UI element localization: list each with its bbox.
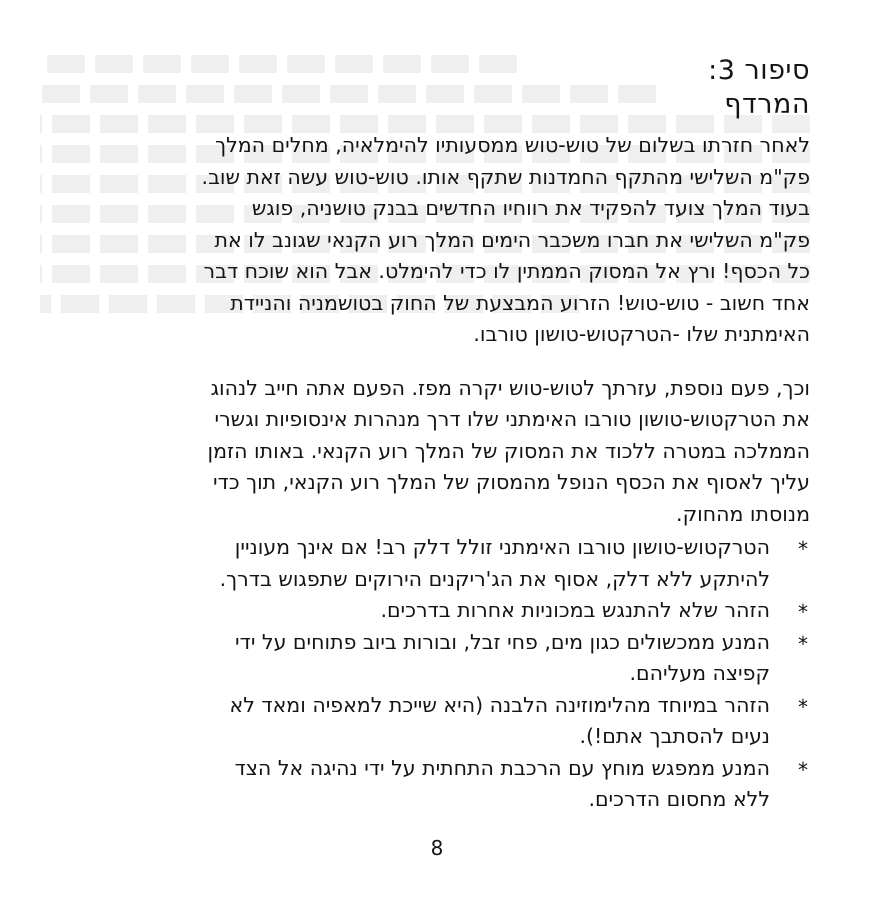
list-item-line: להיתקע ללא דלק, אסוף את הג'ריקנים הירוקים שתפגוש בדרך. [219, 566, 770, 591]
paragraph-line: עליך לאסוף את הכסף הנופל מהמסוק של המלך רוע הקנאי, תוך כדי [212, 470, 810, 494]
asterisk-bullet-icon: * [798, 757, 808, 782]
list-item [50, 595, 810, 627]
list-item-line: המנע ממכשולים כגון מים, פחי זבל, ובורות ביוב פתוחים על ידי [235, 629, 770, 654]
asterisk-bullet-icon: * [798, 631, 808, 656]
list-item-line: קפיצה מעליהם. [629, 661, 770, 685]
list-item-line: נעים להסתבך אתם!). [579, 724, 770, 748]
paragraph-line: מנוסתו מהחוק. [676, 501, 810, 526]
list-item-line: המנע ממפגש מוחץ עם הרכבת התחתית על ידי נהיגה אל הצד [234, 755, 770, 780]
intro-paragraph [50, 130, 810, 351]
list-item [50, 690, 810, 753]
paragraph-line: בעוד המלך צועד להפקיד את רווחיו החדשים בבנק טושניה, פוגש [251, 196, 810, 220]
tips-list [50, 532, 810, 816]
story-number-heading: סיפור 3: [708, 55, 810, 86]
paragraph-line: פק"מ השלישי מהתקף החמדנות שתקף אותו. טוש-טוש עשה זאת שוב. [201, 164, 810, 189]
list-item-line: הזהר במיוחד מהלימוזינה הלבנה (היא שייכת למאפיה ומאד לא [229, 692, 770, 717]
page-number-text: 8 [430, 836, 444, 860]
paragraph-line: כל הכסף! ורץ אל המסוק הממתין לו כדי להימלט. אבל הוא שוכח דבר [203, 259, 810, 283]
mission-paragraph [50, 373, 810, 531]
list-item-line: הזהר שלא להתנגש במכוניות אחרות בדרכים. [380, 598, 770, 622]
list-item [50, 753, 810, 816]
paragraph-line: לאחר חזרתו בשלום של טוש-טוש ממסעותיו להימלאיה, מחלים המלך [215, 133, 810, 157]
list-item [50, 627, 810, 690]
paragraph-line: את הטרקטוש-טושון טורבו האימתני שלו דרך מנהרות אינסופיות וגשרי [214, 407, 810, 431]
paragraph-line: וכך, פעם נוספת, עזרתך לטוש-טוש יקרה מפז. הפעם אתה חייב לנהוג [210, 375, 810, 400]
paragraph-line: פק"מ השלישי את חברו משכבר הימים המלך רוע הקנאי שגונב לו את [214, 227, 810, 252]
list-item-line: ללא מחסום הדרכים. [588, 787, 770, 811]
paragraph-line: אחד חשוב - טוש-טוש! הזרוע המבצעת של החוק בטושמניה והניידת [230, 290, 810, 315]
list-item [50, 532, 810, 595]
asterisk-bullet-icon: * [798, 694, 808, 719]
story-title: המרדף [724, 89, 810, 120]
list-item-line: הטרקטוש-טושון טורבו האימתני זולל דלק רב! אם אינך מעוניין [234, 535, 770, 559]
page-number [0, 836, 872, 860]
paragraph-line: הממלכה במטרה ללכוד את המסוק של המלך רוע הקנאי. באותו הזמן [207, 438, 810, 463]
asterisk-bullet-icon: * [798, 537, 808, 561]
paragraph-line: האימתנית שלו -הטרקטוש-טושון טורבו. [473, 322, 810, 346]
story-content [50, 54, 810, 816]
asterisk-bullet-icon: * [798, 600, 808, 624]
